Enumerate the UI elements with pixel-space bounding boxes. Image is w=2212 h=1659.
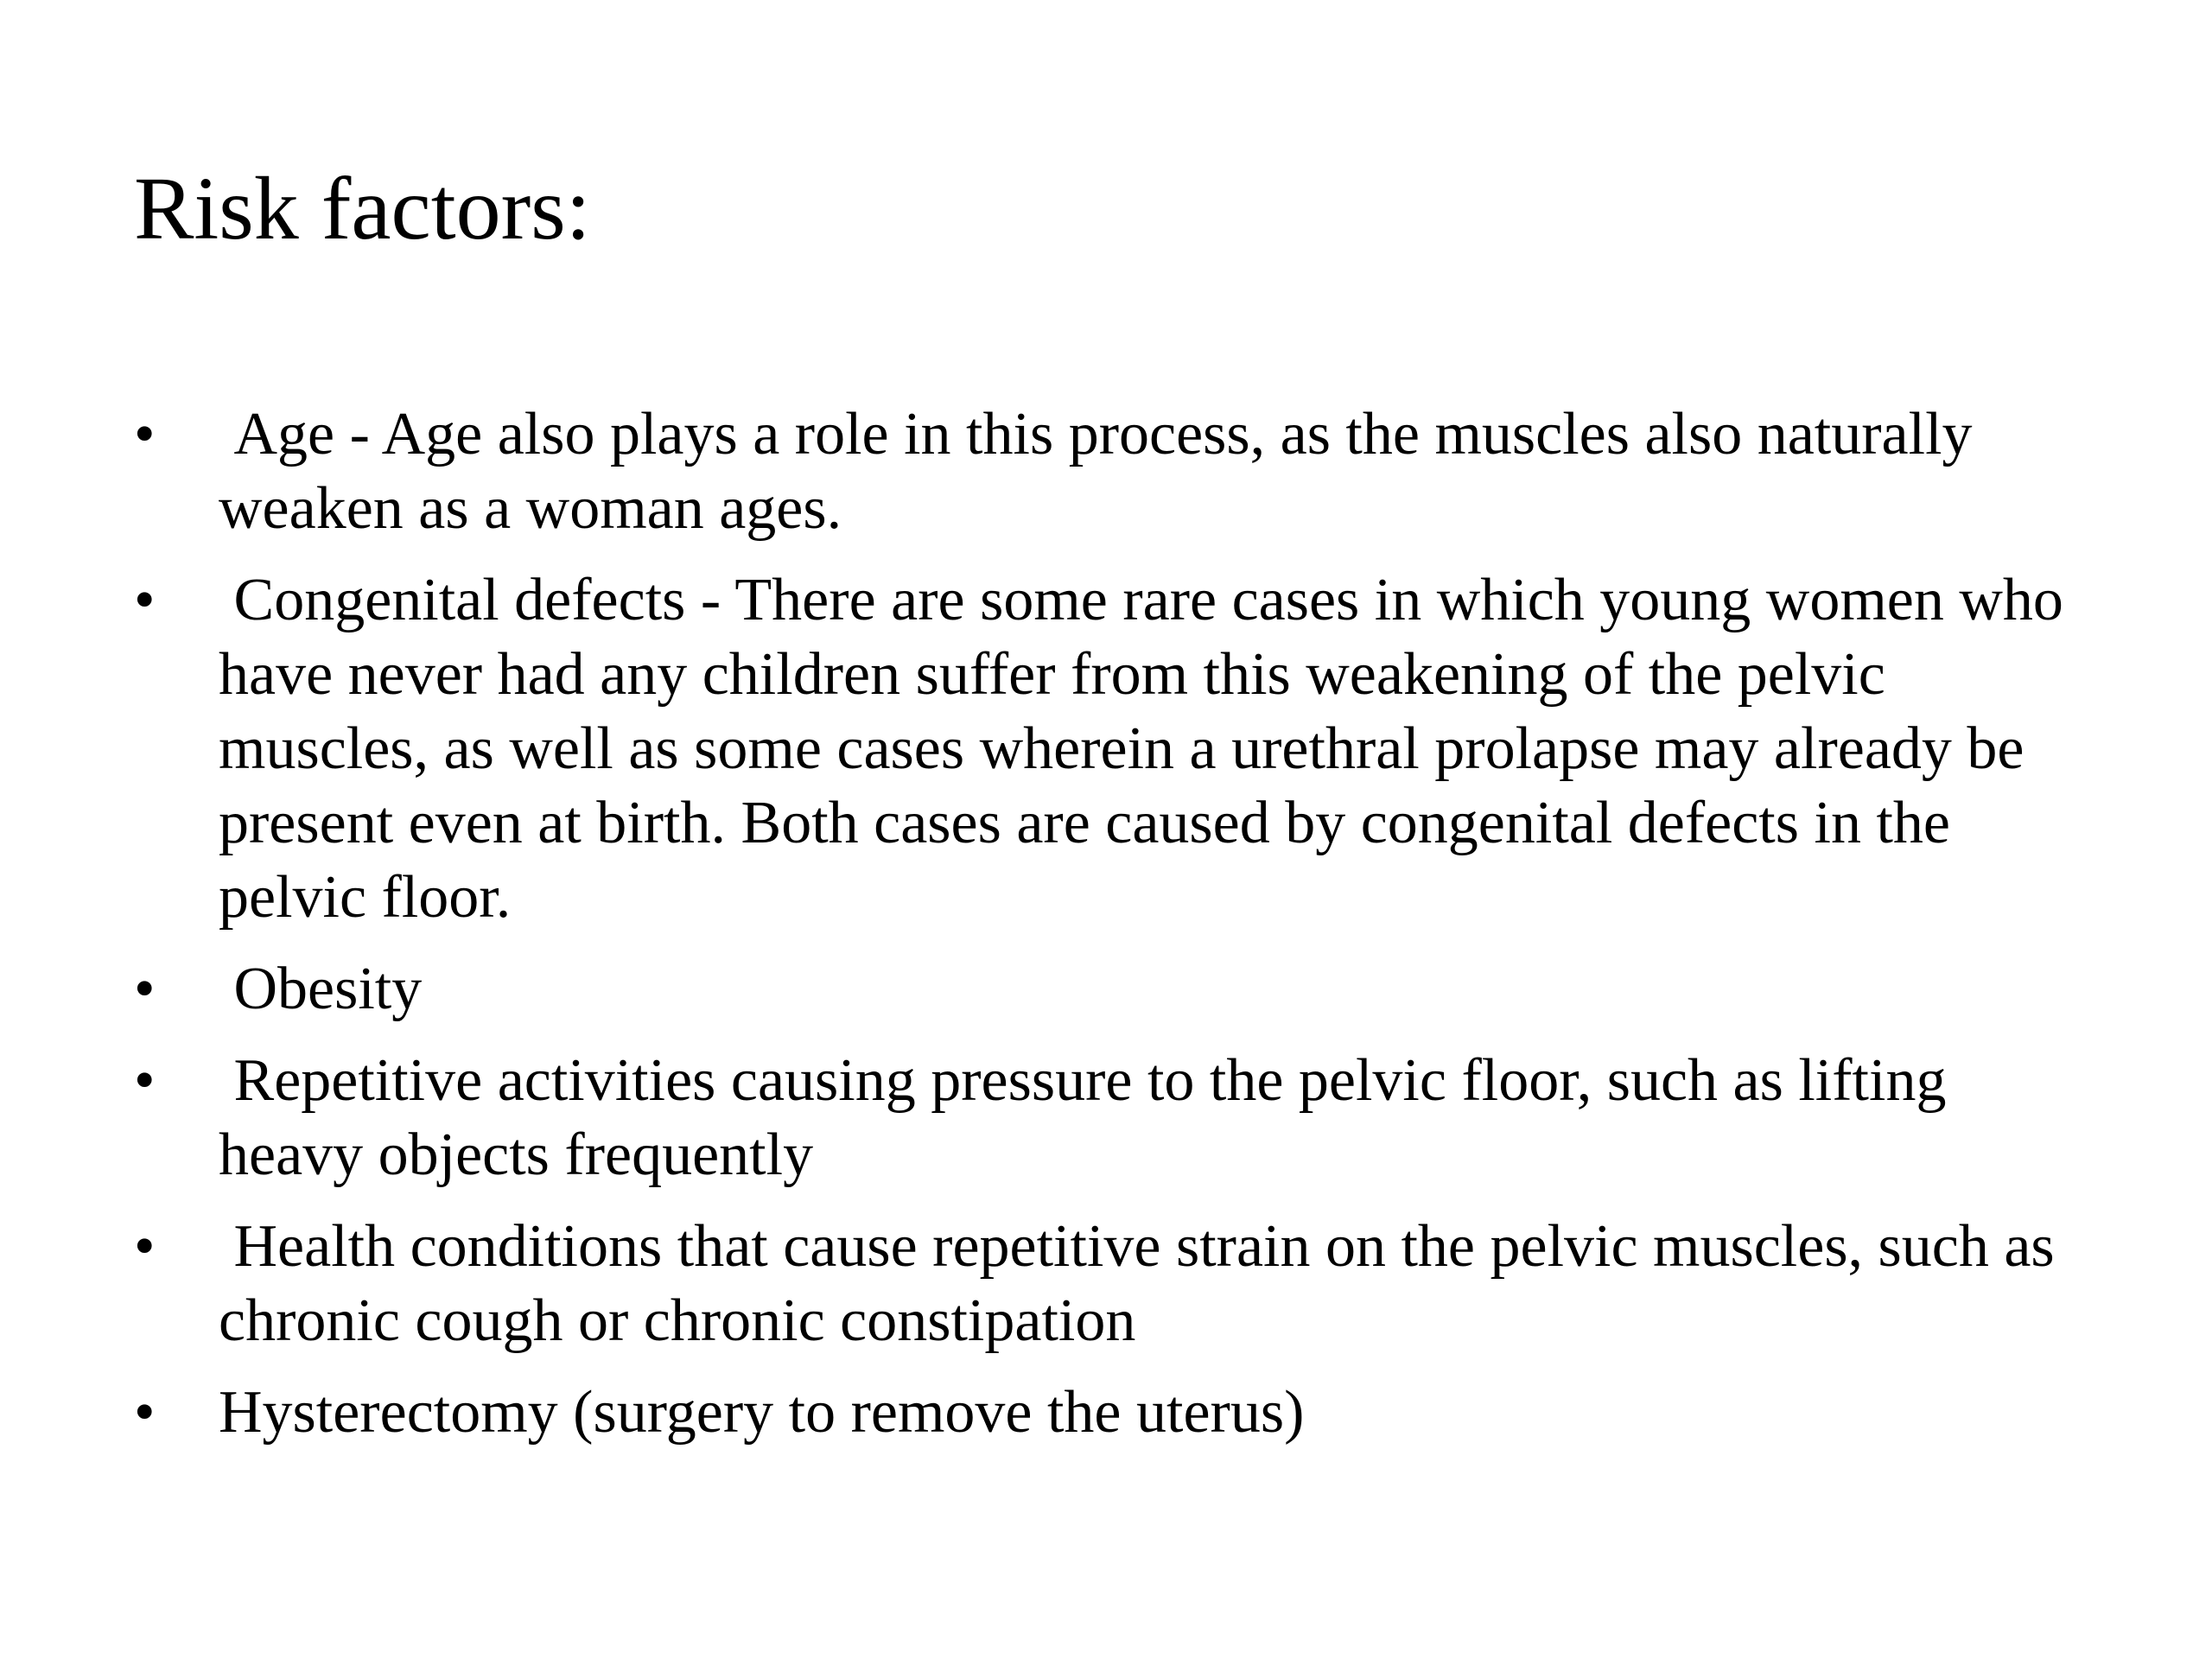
bullet-text: Hysterectomy (surgery to remove the uterus) xyxy=(219,1379,1305,1446)
bullet-dot-icon: • xyxy=(134,956,156,1022)
bullet-text: Age - Age also plays a role in this process, as the muscles also naturally weaken as a woman ages. xyxy=(219,401,1988,542)
bullet-item-repetitive-activities xyxy=(134,1044,2104,1192)
bullet-list xyxy=(134,397,2104,1467)
bullet-item-hysterectomy xyxy=(134,1376,2104,1450)
bullet-dot-icon: • xyxy=(134,1047,156,1114)
bullet-item-age xyxy=(134,397,2104,546)
bullet-dot-icon: • xyxy=(134,567,156,633)
slide-title: Risk factors: xyxy=(134,159,591,258)
bullet-item-congenital-defects xyxy=(134,563,2104,935)
bullet-text: Health conditions that cause repetitive strain on the pelvic muscles, such as chronic cough or chronic constipation xyxy=(219,1213,2070,1354)
bullet-dot-icon: • xyxy=(134,1213,156,1280)
bullet-text: Congenital defects - There are some rare cases in which young women who have never had any children suffer from this weakening of the pelvic muscles, as well as some cases wherein a urethral prolapse may already be present even at birth. Both cases are caused by congenital defects in the pelvic floor. xyxy=(219,567,2079,931)
bullet-item-obesity xyxy=(134,952,2104,1027)
bullet-text: Repetitive activities causing pressure to the pelvic floor, such as lifting heavy objects frequently xyxy=(219,1047,1961,1188)
bullet-dot-icon: • xyxy=(134,1379,156,1446)
bullet-item-health-conditions xyxy=(134,1210,2104,1358)
bullet-text: Obesity xyxy=(219,956,423,1022)
bullet-dot-icon: • xyxy=(134,401,156,467)
